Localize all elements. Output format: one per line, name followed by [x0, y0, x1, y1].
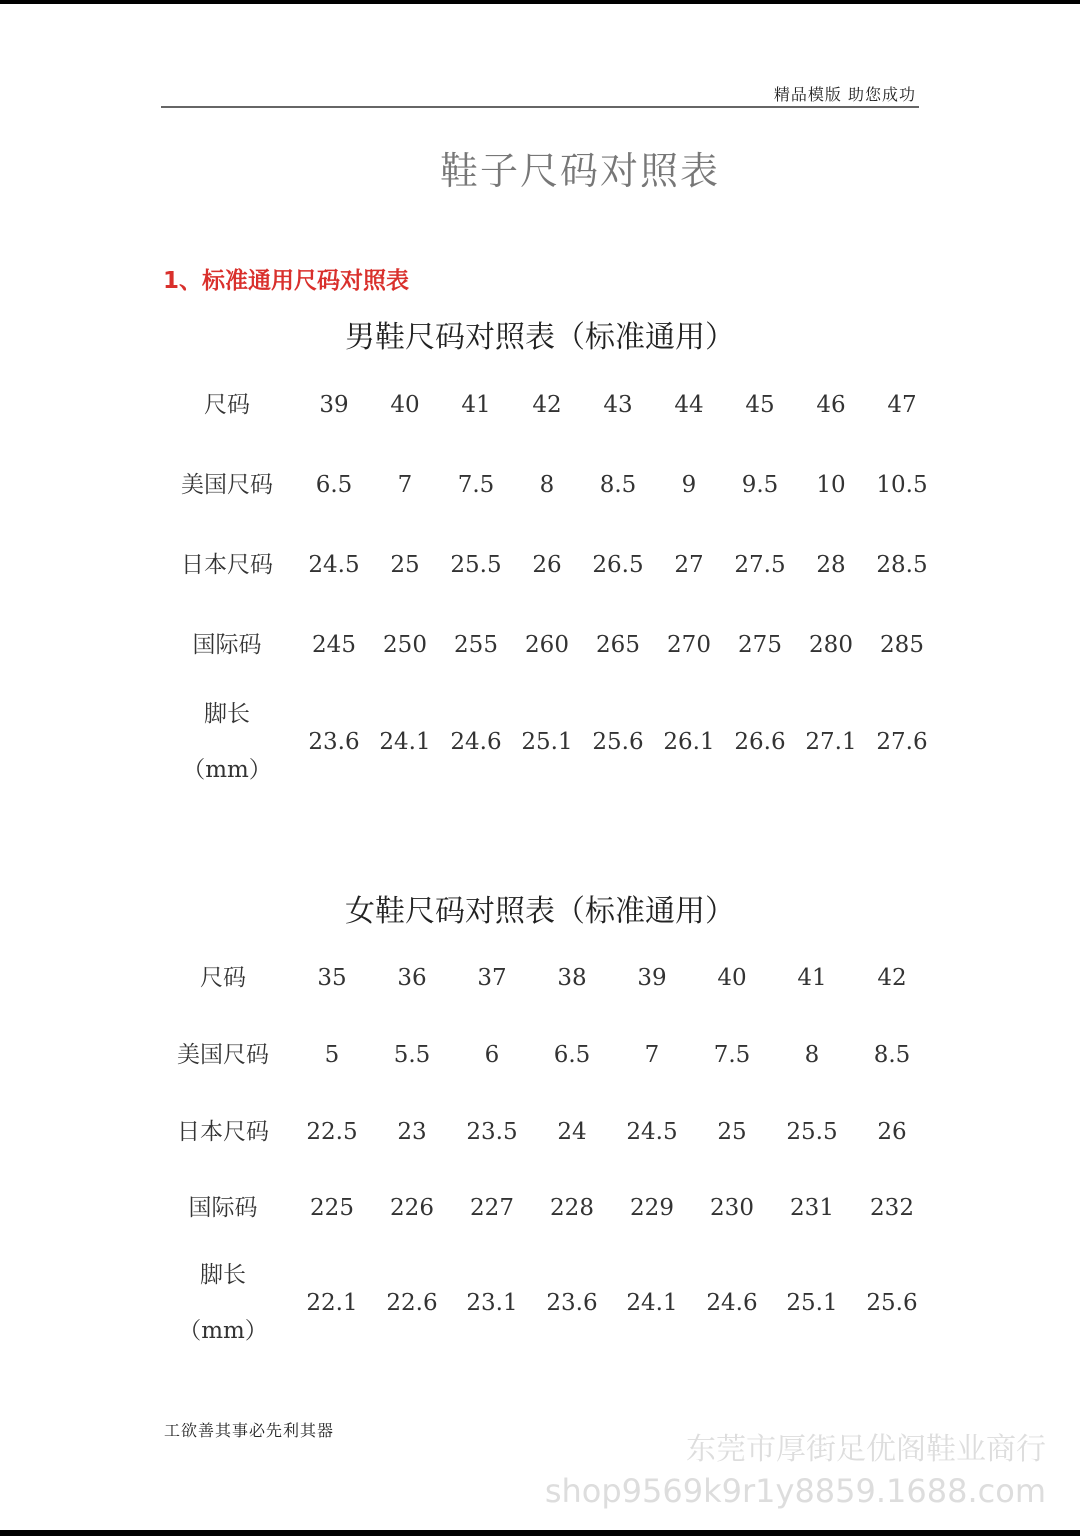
top-border: [0, 0, 1080, 4]
header-slogan: 精品模版 助您成功: [773, 85, 916, 104]
section-heading: 1、标准通用尺码对照表: [163, 268, 410, 294]
table-cell: 40: [717, 965, 747, 991]
table-cell: 40: [390, 392, 420, 418]
table-cell: 7: [397, 472, 413, 498]
table-cell: 280: [809, 632, 853, 658]
table-cell: 39: [319, 392, 349, 418]
table-cell: 227: [470, 1195, 514, 1221]
table-cell: 22.5: [306, 1119, 358, 1145]
row-label-text: 脚长: [200, 1262, 246, 1288]
row-label: [177, 1027, 269, 1083]
table-cell: 38: [557, 965, 587, 991]
row-label: [193, 617, 262, 673]
table-cell: 9.5: [741, 472, 779, 498]
table-cell: 25.1: [786, 1290, 838, 1316]
table-cell: 43: [603, 392, 633, 418]
table-cell: 25.6: [592, 729, 644, 755]
table-cell: 10.5: [876, 472, 928, 498]
table-cell: 230: [710, 1195, 754, 1221]
table-cell: 36: [397, 965, 427, 991]
table-cell: 35: [317, 965, 347, 991]
table-cell: 26: [877, 1119, 907, 1145]
row-label-unit: （mm）: [182, 757, 272, 783]
table-cell: 226: [390, 1195, 434, 1221]
table-cell: 26.1: [663, 729, 715, 755]
table-cell: 25: [390, 552, 420, 578]
table-cell: 25: [717, 1119, 747, 1145]
table-cell: 5.5: [393, 1042, 431, 1068]
table-cell: 42: [877, 965, 907, 991]
table-cell: 25.5: [450, 552, 502, 578]
watermark-url: shop9569k9r1y8859.1688.com: [544, 1472, 1046, 1510]
row-label: [182, 686, 272, 798]
table-cell: 41: [797, 965, 827, 991]
row-label: [177, 1104, 269, 1160]
table-cell: 26.6: [734, 729, 786, 755]
table-cell: 23.6: [308, 729, 360, 755]
table-cell: 24.1: [379, 729, 431, 755]
table-cell: 25.6: [866, 1290, 918, 1316]
row-label-text: 日本尺码: [177, 1119, 269, 1145]
table-cell: 245: [312, 632, 356, 658]
row-label-text: 日本尺码: [181, 552, 273, 578]
table-cell: 28: [816, 552, 846, 578]
row-label-text: 尺码: [200, 965, 246, 991]
table-cell: 24.6: [450, 729, 502, 755]
table-cell: 24: [557, 1119, 587, 1145]
row-label-text: 国际码: [188, 1195, 258, 1221]
table-cell: 24.5: [626, 1119, 678, 1145]
table-cell: 229: [630, 1195, 674, 1221]
table-cell: 46: [816, 392, 846, 418]
row-label: [178, 1247, 268, 1359]
table-cell: 285: [880, 632, 924, 658]
women-table-title: 女鞋尺码对照表（标准通用）: [345, 894, 735, 929]
row-label: [200, 950, 246, 1006]
table-cell: 45: [745, 392, 775, 418]
table-cell: 44: [674, 392, 704, 418]
table-cell: 23.1: [466, 1290, 518, 1316]
row-label: [181, 457, 273, 513]
table-cell: 37: [477, 965, 507, 991]
row-label-unit: （mm）: [178, 1318, 268, 1344]
table-cell: 8.5: [599, 472, 637, 498]
table-cell: 42: [532, 392, 562, 418]
table-cell: 23.5: [466, 1119, 518, 1145]
table-cell: 39: [637, 965, 667, 991]
footer-motto: 工欲善其事必先利其器: [164, 1421, 335, 1440]
row-label-text: 国际码: [192, 632, 262, 658]
bottom-border: [0, 1530, 1080, 1536]
table-cell: 232: [870, 1195, 914, 1221]
table-cell: 265: [596, 632, 640, 658]
row-label: [181, 537, 273, 593]
row-label: [204, 377, 250, 433]
table-cell: 7.5: [713, 1042, 751, 1068]
row-label-text: 脚长: [204, 701, 250, 727]
table-cell: 25.1: [521, 729, 573, 755]
row-label-text: 尺码: [204, 392, 250, 418]
table-cell: 22.6: [386, 1290, 438, 1316]
table-cell: 23: [397, 1119, 427, 1145]
table-cell: 9: [681, 472, 697, 498]
table-cell: 28.5: [876, 552, 928, 578]
table-cell: 275: [738, 632, 782, 658]
table-cell: 231: [790, 1195, 834, 1221]
row-label: [189, 1180, 258, 1236]
table-cell: 7.5: [457, 472, 495, 498]
watermark-shop: 东莞市厚街足优阁鞋业商行: [686, 1432, 1046, 1467]
table-cell: 7: [644, 1042, 660, 1068]
table-cell: 6.5: [315, 472, 353, 498]
table-cell: 5: [324, 1042, 340, 1068]
table-cell: 25.5: [786, 1119, 838, 1145]
table-cell: 8: [804, 1042, 820, 1068]
table-cell: 27.5: [734, 552, 786, 578]
table-cell: 47: [887, 392, 917, 418]
table-cell: 24.1: [626, 1290, 678, 1316]
table-cell: 228: [550, 1195, 594, 1221]
table-cell: 27: [674, 552, 704, 578]
table-cell: 27.1: [805, 729, 857, 755]
header-rule: [161, 106, 919, 108]
table-cell: 260: [525, 632, 569, 658]
table-cell: 6: [484, 1042, 500, 1068]
table-cell: 270: [667, 632, 711, 658]
table-cell: 24.5: [308, 552, 360, 578]
table-cell: 23.6: [546, 1290, 598, 1316]
table-cell: 10: [816, 472, 846, 498]
table-cell: 26.5: [592, 552, 644, 578]
men-table-title: 男鞋尺码对照表（标准通用）: [345, 320, 735, 355]
table-cell: 8: [539, 472, 555, 498]
table-cell: 27.6: [876, 729, 928, 755]
table-cell: 8.5: [873, 1042, 911, 1068]
table-cell: 41: [461, 392, 491, 418]
table-cell: 250: [383, 632, 427, 658]
table-cell: 24.6: [706, 1290, 758, 1316]
table-cell: 26: [532, 552, 562, 578]
table-cell: 22.1: [306, 1290, 358, 1316]
table-cell: 255: [454, 632, 498, 658]
row-label-text: 美国尺码: [181, 472, 273, 498]
table-cell: 6.5: [553, 1042, 591, 1068]
row-label-text: 美国尺码: [177, 1042, 269, 1068]
table-cell: 225: [310, 1195, 354, 1221]
page-title: 鞋子尺码对照表: [439, 149, 720, 193]
